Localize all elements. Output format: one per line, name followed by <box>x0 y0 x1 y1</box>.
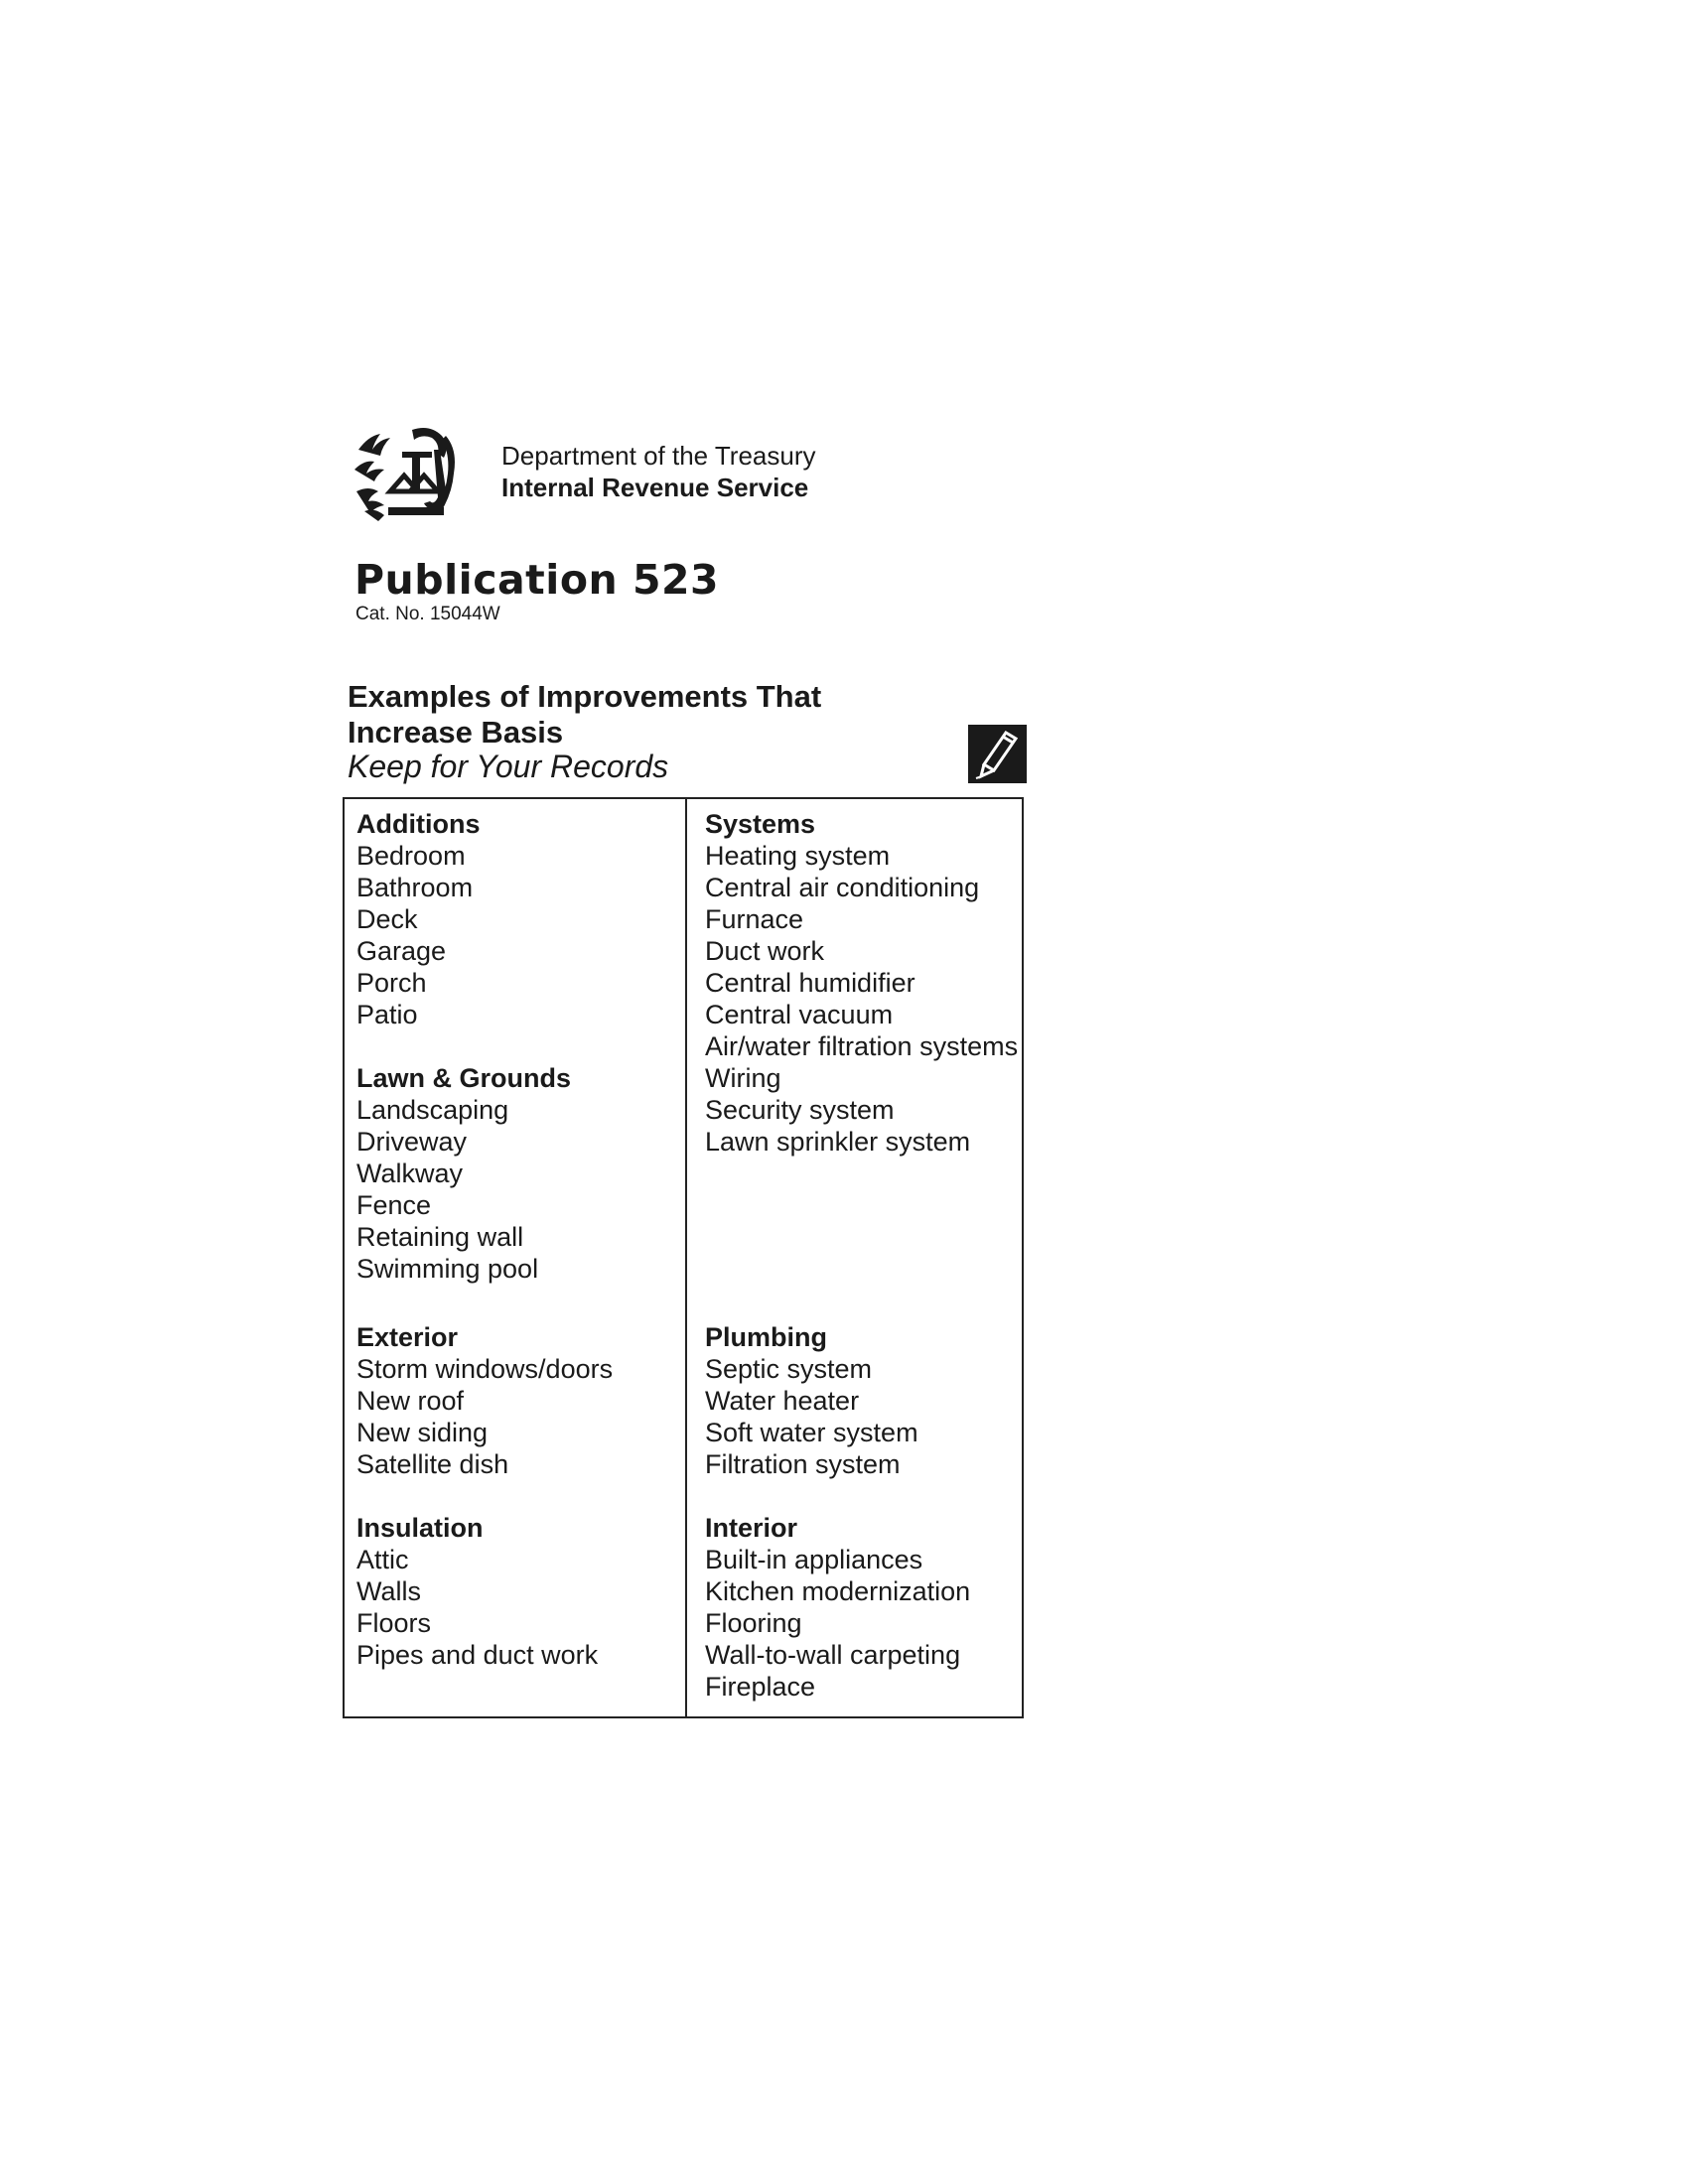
list-item: Central air conditioning <box>705 873 980 902</box>
list-item: Attic <box>356 1545 409 1574</box>
category-lawn-grounds <box>356 1062 571 1285</box>
list-item: New siding <box>356 1418 489 1447</box>
pencil-icon <box>968 725 1027 783</box>
list-item: Walls <box>356 1576 421 1606</box>
category-title: Exterior <box>356 1322 459 1352</box>
category-title: Lawn & Grounds <box>356 1063 571 1093</box>
category-insulation <box>356 1512 598 1671</box>
list-item: Swimming pool <box>356 1254 539 1284</box>
list-item: Fence <box>356 1190 432 1220</box>
irs-eagle-logo-icon <box>351 422 462 521</box>
category-title: Insulation <box>356 1513 484 1543</box>
list-item: Bedroom <box>356 841 466 871</box>
category-plumbing <box>705 1321 918 1480</box>
improvements-table <box>343 797 1024 1718</box>
list-item: Fireplace <box>705 1672 816 1702</box>
category-title: Additions <box>356 809 481 839</box>
list-item: Built-in appliances <box>705 1545 923 1574</box>
category-title: Plumbing <box>705 1322 827 1352</box>
list-item: Furnace <box>705 904 804 934</box>
list-item: Walkway <box>356 1159 464 1188</box>
list-item: Deck <box>356 904 418 934</box>
list-item: Driveway <box>356 1127 468 1157</box>
heading-line-2: Increase Basis <box>348 715 564 750</box>
list-item: Wiring <box>705 1063 781 1093</box>
list-item: Flooring <box>705 1608 802 1638</box>
category-title: Interior <box>705 1513 798 1543</box>
list-item: Landscaping <box>356 1095 509 1125</box>
list-item: Air/water filtration systems <box>705 1031 1019 1061</box>
list-item: Water heater <box>705 1386 860 1416</box>
list-item: New roof <box>356 1386 465 1416</box>
section-heading <box>348 679 821 751</box>
category-additions <box>356 808 480 1030</box>
list-item: Retaining wall <box>356 1222 524 1252</box>
list-item: Filtration system <box>705 1449 901 1479</box>
column-divider <box>685 799 687 1716</box>
list-item: Porch <box>356 968 427 998</box>
header <box>351 422 815 521</box>
list-item: Central vacuum <box>705 1000 894 1029</box>
category-systems <box>705 808 1018 1158</box>
list-item: Soft water system <box>705 1418 918 1447</box>
heading-line-1: Examples of Improvements That <box>348 679 822 714</box>
list-item: Security system <box>705 1095 895 1125</box>
list-item: Central humidifier <box>705 968 915 998</box>
agency-name: Internal Revenue Service <box>501 473 809 502</box>
records-subtitle: Keep for Your Records <box>348 749 669 784</box>
category-title: Systems <box>705 809 816 839</box>
publication-title: Publication 523 <box>354 556 720 604</box>
list-item: Satellite dish <box>356 1449 509 1479</box>
list-item: Floors <box>356 1608 432 1638</box>
list-item: Pipes and duct work <box>356 1640 599 1670</box>
list-item: Septic system <box>705 1354 873 1384</box>
category-interior <box>705 1512 970 1703</box>
list-item: Lawn sprinkler system <box>705 1127 971 1157</box>
list-item: Kitchen modernization <box>705 1576 971 1606</box>
list-item: Bathroom <box>356 873 474 902</box>
list-item: Heating system <box>705 841 891 871</box>
department-name: Department of the Treasury <box>501 441 816 471</box>
category-exterior <box>356 1321 613 1480</box>
list-item: Patio <box>356 1000 418 1029</box>
agency-block <box>501 440 815 503</box>
list-item: Storm windows/doors <box>356 1354 614 1384</box>
catalog-number: Cat. No. 15044W <box>355 604 500 624</box>
list-item: Duct work <box>705 936 825 966</box>
list-item: Wall-to-wall carpeting <box>705 1640 961 1670</box>
list-item: Garage <box>356 936 447 966</box>
